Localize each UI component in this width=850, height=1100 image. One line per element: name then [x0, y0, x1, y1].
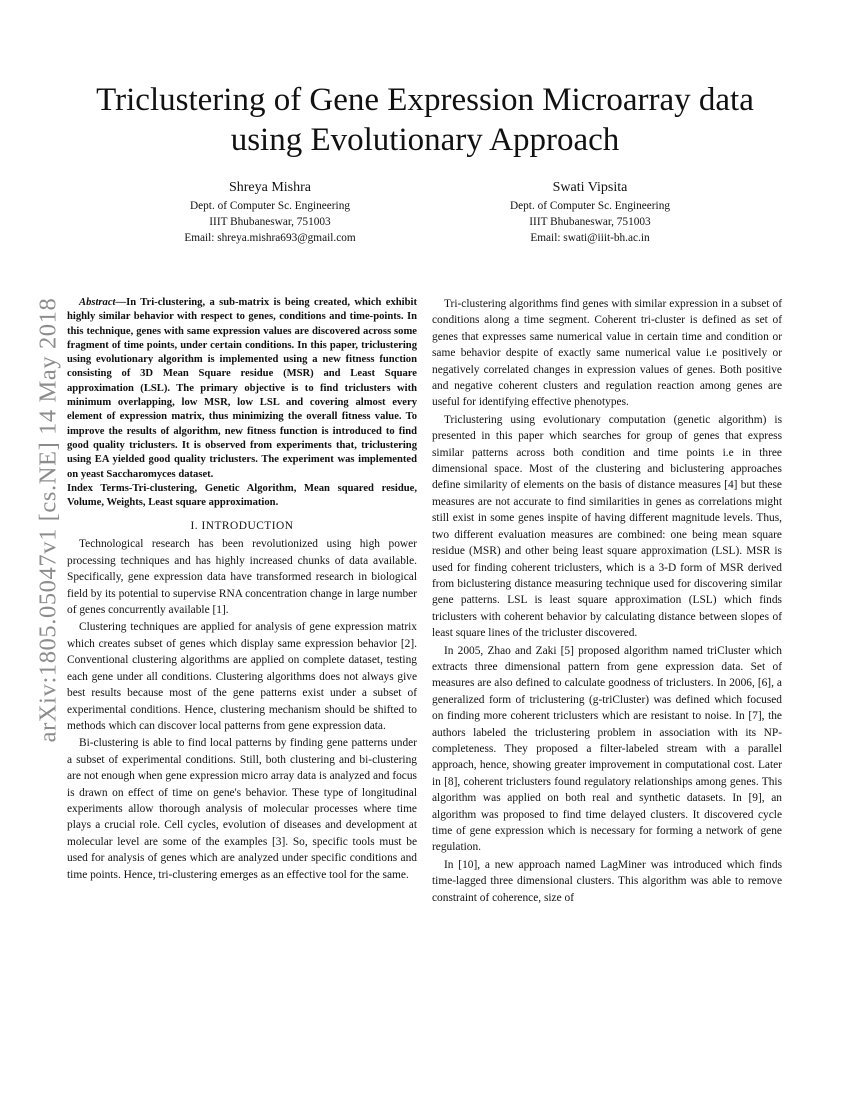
author-name: Swati Vipsita	[552, 180, 628, 195]
paragraph: Clustering techniques are applied for analysis of gene expression matrix which creates subset of genes which display same expression behavior [2]. Conventional clustering algorithms are applied on complete dataset, testing each gene under all conditions. Clustering algorithms does not always give best results because most of the gene patterns exist under a subset of experimental conditions. Hence, clustering mechanism should be shifted to methods which can discover local patterns from gene expression data.	[67, 621, 417, 732]
abstract-text: —In Tri-clustering, a sub-matrix is being created, which exhibit highly similar behavior with respect to genes, conditions and time-points. In this technique, genes with same expression values are discovered across some fragment of time points, under certain conditions. In this paper, triclustering using evolutionary algorithm is implemented using a new fitness function consisting of 3D Mean Square residue (MSR) and Least Square approximation (LSL). The primary objective is to find triclusters with minimum overlapping, low MSR, low LSL and covering almost every element of expression matrix, thus minimizing the overall fitness value. To improve the results of algorithm, new fitness function is introduced to find good quality triclusters. It is observed from experiments that, triclustering using EA yielded good quality triclusters. The experiment was implemented on yeast Saccharomyces dataset.	[67, 297, 417, 480]
paper-title: Triclustering of Gene Expression Microarray data using Evolutionary Approach	[96, 82, 754, 158]
author-email: Email: swati@iiit-bh.ac.in	[530, 232, 650, 244]
author-institute: IIIT Bhubaneswar, 751003	[529, 216, 651, 228]
author-dept: Dept. of Computer Sc. Engineering	[509, 200, 670, 212]
arxiv-identifier-text: arXiv:1805.05047v1 [cs.NE] 14 May 2018	[34, 297, 61, 743]
paragraph: Bi-clustering is able to find local patterns by finding gene patterns under a subset of experimental conditions. Still, both clustering and bi-clustering are not enough when gene expression micro array data is analyzed and focus is drawn on effect of time on gene's behavior. These type of longitudinal experiments allow thorough analysis of molecular processes where time plays a crucial role. Cell cycles, evolution of diseases and development at molecular level are some of the examples [3]. So, specific tools must be used for analysis of genes which are analyzed under specific conditions and time points. Hence, tri-clustering emerges as an effective tool for the same.	[67, 737, 417, 881]
right-column	[432, 296, 782, 907]
paragraph: Triclustering using evolutionary computation (genetic algorithm) is presented in this paper which searches for group of genes that express similar patterns across both condition and time points i.e in three dimensional space. Most of the clustering and biclustering approaches define similarity of elements on the basis of distance measures [4] but these measures are not accurate to find similarities in genes as correlations might still exist in some genes inspite of having different magnitude levels. Thus, two different evaluation measures are combined: one being mean square residue (MSR) and other being least square approximation (LSL). MSR is used for finding coherent triclusters, which is a 3-D form of MSR derived from biclustering distance measuring technique used for discovering similar gene patterns. LSL is least square approximation (LSL) which finds triclusters with coherent behavior by calculating distance between slopes of least square lines of the tricluster discovered.	[432, 413, 782, 640]
left-column	[67, 296, 417, 884]
author-email: Email: shreya.mishra693@gmail.com	[184, 232, 356, 244]
paragraph: In [10], a new approach named LagMiner was introduced which finds time-lagged three dimensional clusters. This algorithm was able to remove constraint of coherence, size of	[432, 858, 782, 904]
paragraph: Tri-clustering algorithms find genes with similar expression in a subset of conditions along a time segment. Coherent tri-cluster is defined as set of genes that expresses same numerical value in certain time and condition or same behavior despite of exactly same numerical value i.e positively or negatively correlated changes in expression values of genes. Both positive and negative coherent clusters and regulation reaction among genes are useful for identifying effective phenotypes.	[432, 298, 782, 409]
author-dept: Dept. of Computer Sc. Engineering	[189, 200, 350, 212]
index-terms: Index Terms-Tri-clustering, Genetic Algorithm, Mean squared residue, Volume, Weights, Least square approximation.	[67, 482, 417, 509]
paragraph: In 2005, Zhao and Zaki [5] proposed algorithm named triCluster which extracts three dimensional pattern from gene expression data. Set of measures are also defined to calculate goodness of triclusters. In 2006, [6], a generalized form of triclustering (g-triCluster) was defined which focused on finding more coherent triclusters which are resistant to noise. In [7], the authors labeled the triclustering problem in association with its NP-completeness. They proposed a filter-labeled stream with a parallel approach, hence, showing greater improvement in computational cost. Later in [8], coherent triclusters found regulatory relationships among genes. This algorithm was applied on both real and synthetic datasets. In [9], an algorithm was proposed to find time delayed clusters. It discovered cycle time of gene expression which is necessary for forming a network of gene regulation.	[432, 644, 782, 854]
section-heading-introduction: I. INTRODUCTION	[190, 520, 294, 533]
author-block-1	[120, 178, 420, 246]
paragraph: Technological research has been revolutionized using high power processing techniques and has highly increased chunks of data available. Specifically, gene expression data have transformed research in biological field by its potential to supervise RNA concentration change in large number of genes concurrently available [1].	[67, 538, 417, 617]
abstract-label: Abstract	[79, 297, 116, 308]
author-block-2	[440, 178, 740, 246]
abstract	[67, 296, 417, 482]
author-name: Shreya Mishra	[228, 180, 312, 195]
author-institute: IIIT Bhubaneswar, 751003	[209, 216, 331, 228]
